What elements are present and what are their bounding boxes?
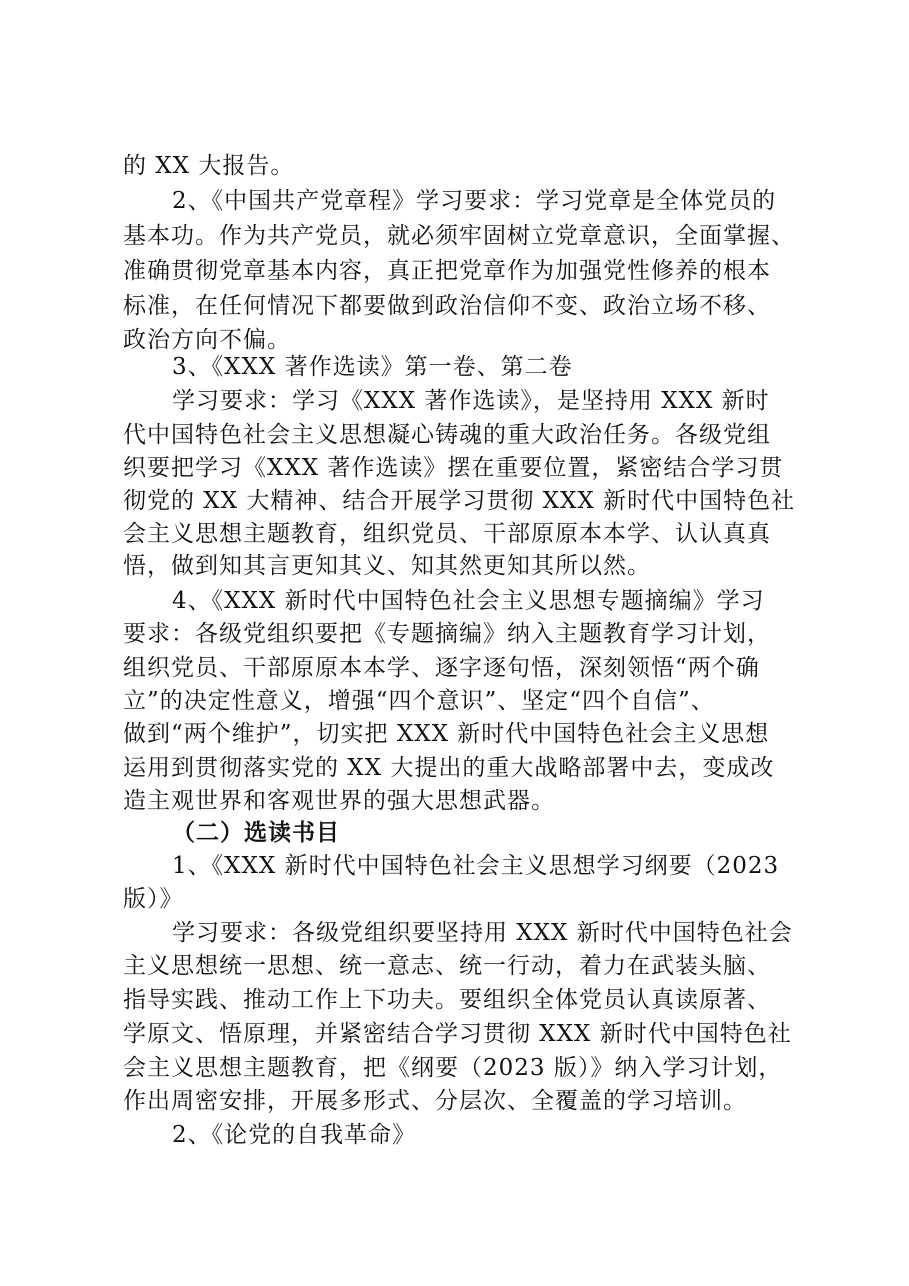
section-heading: （二）选读书目 [172,819,340,846]
text-line: 4、《XXX 新时代中国特色社会主义思想专题摘编》学习 [172,588,765,614]
text-line: 织要把学习《XXX 著作选读》摆在重要位置，紧密结合学习贯 [123,455,784,481]
text-line: 立”的决定性意义，增强“四个意识”、坚定“四个自信”、 [123,688,715,714]
text-line: 主义思想统一思想、统一意志、统一行动，着力在武装头脑、 [123,953,771,979]
text-line: 版）》 [123,886,184,912]
text-line: 学习要求：各级党组织要坚持用 XXX 新时代中国特色社会 [172,920,793,946]
text-line: 2、《论党的自我革命》 [172,1122,417,1148]
text-line: 指导实践、推动工作上下功夫。要组织全体党员认真读原著、 [123,987,771,1013]
text-line: 要求：各级党组织要把《专题摘编》纳入主题教育学习计划， [123,621,771,647]
text-line: 运用到贯彻落实党的 XX 大提出的重大战略部署中去，变成改 [123,755,775,781]
text-line: 悟，做到知其言更知其义、知其然更知其所以然。 [123,553,651,579]
text-line: 造主观世界和客观世界的强大思想武器。 [123,788,555,814]
text-line: 政治方向不偏。 [123,327,291,353]
text-line: 会主义思想主题教育，把《纲要（2023 版）》纳入学习计划， [123,1055,783,1081]
text-line: 会主义思想主题教育，组织党员、干部原原本本学、认认真真 [123,521,771,547]
text-line: 2、《中国共产党章程》学习要求：学习党章是全体党员的 [172,188,777,214]
text-line: 3、《XXX 著作选读》第一卷、第二卷 [172,354,573,380]
text-line: 的 XX 大报告。 [123,153,295,179]
text-line: 1、《XXX 新时代中国特色社会主义思想学习纲要（2023 [172,853,780,879]
text-line: 学习要求：学习《XXX 著作选读》，是坚持用 XXX 新时 [172,388,770,414]
text-line: 学原文、悟原理，并紧密结合学习贯彻 XXX 新时代中国特色社 [123,1021,792,1047]
text-line: 准确贯彻党章基本内容，真正把党章作为加强党性修养的根本 [123,258,771,284]
text-line: 标准，在任何情况下都要做到政治信仰不变、政治立场不移、 [123,293,771,319]
text-line: 基本功。作为共产党员，就必须牢固树立党章意识，全面掌握、 [123,223,795,249]
text-line: 彻党的 XX 大精神、结合开展学习贯彻 XXX 新时代中国特色社 [123,488,796,514]
text-line: 代中国特色社会主义思想凝心铸魂的重大政治任务。各级党组 [123,422,771,448]
text-line: 作出周密安排，开展多形式、分层次、全覆盖的学习培训。 [123,1088,747,1114]
text-line: 组织党员、干部原原本本学、逐字逐句悟，深刻领悟“两个确 [123,655,760,681]
text-line: 做到“两个维护”，切实把 XXX 新时代中国特色社会主义思想 [123,721,770,747]
